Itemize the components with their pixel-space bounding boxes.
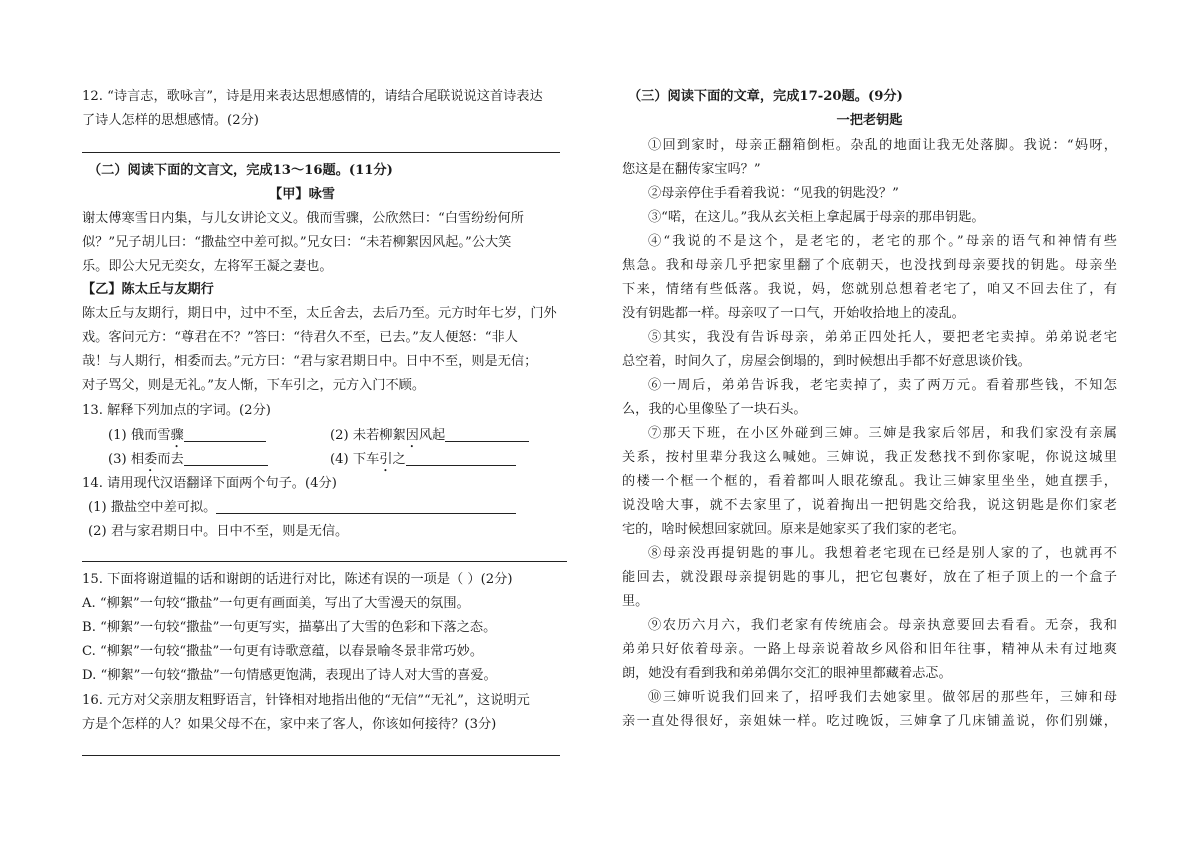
article-line: ⑤其实，我没有告诉母亲，弟弟正四处托人，要把老宅卖掉。弟弟说老宅 xyxy=(648,330,1117,345)
yi-line-3: 哉！与人期行，相委而去。”元方曰：“君与家君期日中。日中不至，则是无信； xyxy=(82,354,538,369)
article-line: 弟弟只好依着母亲。一路上母亲说着故乡风俗和旧年往事，精神从未有过地爽 xyxy=(622,642,1117,657)
article-line: ⑥一周后，弟弟告诉我，老宅卖掉了，卖了两万元。看着那些钱，不知怎 xyxy=(648,378,1117,393)
jia-title: 【甲】咏雪 xyxy=(269,187,335,202)
yi-line-1: 陈太丘与友期行，期日中，过中不至，太丘舍去，去后乃至。元方时年七岁，门外 xyxy=(82,306,557,321)
article-line: 总空着，时间久了，房屋会倒塌的，到时候想出手都不好意思谈价钱。 xyxy=(622,354,1031,369)
q15-option-a: A. “柳絮”一句较“撒盐”一句更有画面美，写出了大雪漫天的氛围。 xyxy=(82,596,470,611)
jia-line-2: 似？”兄子胡儿曰：“撒盐空中差可拟。”兄女曰：“未若柳絮因风起。”公大笑 xyxy=(82,235,512,250)
yi-line-4: 对子骂父，则是无礼。”友人惭，下车引之，元方入门不顾。 xyxy=(82,378,426,393)
article-line: ⑩三婶听说我们回来了，招呼我们去她家里。做邻居的那些年，三婶和母 xyxy=(648,690,1117,705)
article-line: ④“我说的不是这个，是老宅的，老宅的那个。”母亲的语气和神情有些 xyxy=(648,234,1117,249)
article-line: ①回到家时，母亲正翻箱倒柜。杂乱的地面让我无处落脚。我说：“妈呀， xyxy=(648,138,1117,153)
article-line: 亲一直处得很好，亲姐妹一样。吃过晚饭，三婶拿了几床铺盖说，你们别嫌， xyxy=(622,714,1117,729)
q13-item-2: (2) 未若柳絮因风起 xyxy=(330,426,529,451)
article-line: ⑦那天下班，在小区外碰到三婶。三婶是我家后邻居，和我们家没有亲属 xyxy=(648,426,1117,441)
q13-item-4: (4) 下车引之 xyxy=(330,450,516,475)
q16-line2: 方是个怎样的人？如果父母不在，家中来了客人，你该如何接待？(3分) xyxy=(82,717,497,732)
q15-option-d: D. “柳絮”一句较“撒盐”一句情感更饱满，表现出了诗人对大雪的喜爱。 xyxy=(82,668,497,683)
blank-q14-1[interactable] xyxy=(216,499,516,514)
article-line: ⑨农历六月六，我们老家有传统庙会。母亲执意要回去看看。无奈，我和 xyxy=(648,618,1117,633)
article-line: 说没啥大事，就不去家里了，说着掏出一把钥匙交给我，说这钥匙是你们家老 xyxy=(622,498,1117,513)
article-line: 的楼一个框一个框的，看着都叫人眼花缭乱。我让三婶家里坐坐，她直摆手， xyxy=(622,474,1117,489)
q13-item-3: (3) 相委而去 xyxy=(108,450,268,475)
q14-stem: 14. 请用现代汉语翻译下面两个句子。(4分) xyxy=(82,476,337,491)
article-line: 您这是在翻传家宝吗？” xyxy=(622,162,761,177)
article-line: 朗，她没有看到我和弟弟偶尔交汇的眼神里都藏着忐忑。 xyxy=(622,666,952,681)
q12-line1: 12. “诗言志，歌咏言”，诗是用来表达思想感情的，请结合尾联说说这首诗表达 xyxy=(82,89,543,104)
blank-q13-3[interactable] xyxy=(184,451,268,466)
jia-line-1: 谢太傅寒雪日内集，与儿女讲论文义。俄而雪骤，公欣然曰：“白雪纷纷何所 xyxy=(82,211,524,226)
answer-line-q14 xyxy=(82,561,567,562)
answer-line-q16 xyxy=(82,755,560,756)
blank-q13-2[interactable] xyxy=(445,427,529,442)
article-line: 下来，情绪有些低落。我说，妈，您就别总想着老宅了，咱又不回去住了，有 xyxy=(622,282,1117,297)
article-line: ③“喏，在这儿。”我从玄关柜上拿起属于母亲的那串钥匙。 xyxy=(648,210,985,225)
article-line: 么，我的心里像坠了一块石头。 xyxy=(622,402,807,417)
article-line: 里。 xyxy=(622,594,649,609)
q13-item-1: (1) 俄而雪骤 xyxy=(108,426,266,451)
article-line: 宅的，啥时候想回家就回。原来是她家买了我们家的老宅。 xyxy=(622,522,965,537)
q12-line2: 了诗人怎样的思想感情。(2分) xyxy=(82,113,259,128)
q15-stem: 15. 下面将谢道韫的话和谢朗的话进行对比，陈述有误的一项是（ ）(2分) xyxy=(82,572,513,587)
section3-title: （三）阅读下面的文章，完成17-20题。(9分) xyxy=(628,89,903,104)
q16-line1: 16. 元方对父亲朋友粗野语言，针锋相对地指出他的“无信”“无礼”，这说明元 xyxy=(82,693,530,708)
q15-option-b: B. “柳絮”一句较“撒盐”一句更写实，描摹出了大雪的色彩和下落之态。 xyxy=(82,620,497,635)
answer-line-q12 xyxy=(82,152,560,153)
article-line: 焦急。我和母亲几乎把家里翻了个底朝天，也没找到母亲要找的钥匙。母亲坐 xyxy=(622,258,1117,273)
blank-q13-4[interactable] xyxy=(406,451,516,466)
q14-sentence-2: (2) 君与家君期日中。日中不至，则是无信。 xyxy=(88,524,349,539)
q15-option-c: C. “柳絮”一句较“撒盐”一句更有诗歌意蕴，以春景喻冬景非常巧妙。 xyxy=(82,644,484,659)
section2-title: （二）阅读下面的文言文，完成13～16题。(11分) xyxy=(88,163,393,178)
article-title: 一把老钥匙 xyxy=(836,113,903,128)
blank-q13-1[interactable] xyxy=(184,427,266,442)
yi-line-2: 戏。客问元方：“尊君在不？”答曰：“待君久不至，已去。”友人便怒：“非人 xyxy=(82,330,518,345)
article-line: ⑧母亲没再提钥匙的事儿。我想着老宅现在已经是别人家的了，也就再不 xyxy=(648,546,1117,561)
q13-stem: 13. 解释下列加点的字词。(2分) xyxy=(82,403,271,418)
article-line: 没有钥匙都一样。母亲叹了一口气，开始收拾地上的凌乱。 xyxy=(622,306,965,321)
jia-line-3: 乐。即公大兄无奕女，左将军王凝之妻也。 xyxy=(82,259,333,274)
yi-title: 【乙】陈太丘与友期行 xyxy=(82,282,214,297)
q14-sentence-1: (1) 撒盐空中差可拟。 xyxy=(88,498,516,518)
article-line: ②母亲停住手看着我说：“见我的钥匙没？” xyxy=(648,186,899,201)
article-line: 关系，按村里辈分我这么喊她。三婶说，我正发愁找不到你家呢，你说这城里 xyxy=(622,450,1117,465)
article-line: 能回去，就没跟母亲提钥匙的事儿，把它包裹好，放在了柜子顶上的一个盒子 xyxy=(622,570,1117,585)
